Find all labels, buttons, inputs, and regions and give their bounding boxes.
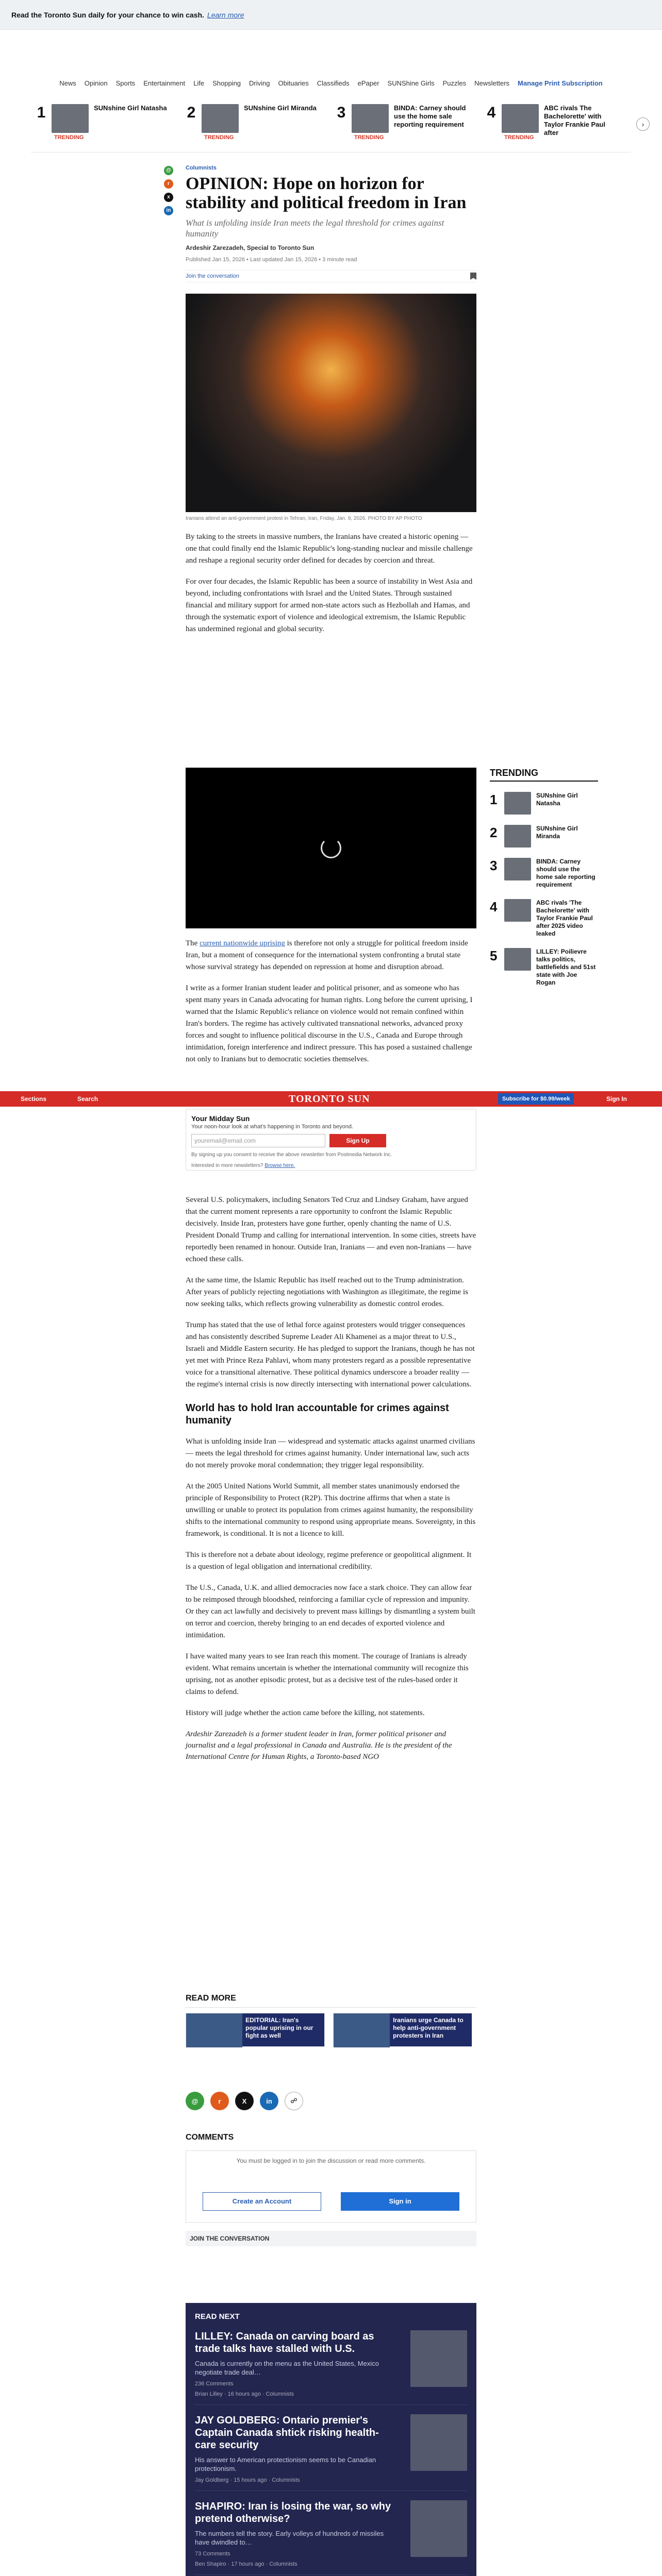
browse-newsletters-link[interactable]: Browse here.: [264, 1163, 295, 1168]
linkedin-icon[interactable]: in: [164, 206, 173, 215]
read-more-section: [186, 1994, 476, 2047]
trending-thumbnail: [504, 948, 531, 971]
paragraph: For over four decades, the Islamic Republic has been a source of instability in West Asia and beyond, including confrontations with Israel and the United States. Through sustained financial and military support for armed non-state actors such as Hezbollah and Hamas, and through the systematic export of violence and ideological extremism, the Islamic Republic has undermined regional and global security.: [186, 578, 473, 633]
sidebar-trending-item[interactable]: [490, 792, 598, 815]
uprising-link[interactable]: current nationwide uprising: [200, 939, 285, 947]
trending-item[interactable]: [331, 100, 481, 152]
read-next-item[interactable]: LILLEY: Canada on carving board as trade talks have stalled with U.S. Canada is currently on the menu as the United States, Mexico negotiate trade deal… 236 Comments Brian Lilley · 16 hours ago · Columnists: [195, 2330, 467, 2405]
join-conversation-link[interactable]: Join the conversation: [186, 273, 239, 279]
paragraph: The U.S., Canada, U.K. and allied democracies now face a stark choice. They can allow fear to be reimposed through bloodshed, reinforcing a familiar cycle of repression and impunity. Or they can act lawfully and decisively to prevent mass killings by dismantling a system built on terror and coercion, thereby bringing to an end decades of exported violence and intimidation.: [186, 1584, 475, 1639]
card-thumbnail: [334, 2013, 390, 2047]
nav-item-sports[interactable]: Sports: [115, 79, 136, 87]
trending-badge: TRENDING: [54, 134, 84, 141]
share-bar: [186, 2092, 476, 2110]
card-title: Iranians urge Canada to help anti-government protesters in Iran: [390, 2013, 472, 2046]
email-icon[interactable]: @: [164, 166, 173, 175]
join-conversation-bar[interactable]: JOIN THE CONVERSATION: [186, 2231, 476, 2246]
trending-title: ABC rivals The Bachelorette' with Taylor Frankie Paul after: [544, 104, 605, 137]
read-next-time: 17 hours ago: [231, 2561, 264, 2567]
trending-badge: TRENDING: [354, 134, 384, 141]
paragraph: At the 2005 United Nations World Summit, all member states unanimously endorsed the principle of Responsibility to Protect (R2P). This doctrine affirms that when a state is unwilling or unable to protect its population from crimes against humanity, the responsibility shifts to the international community to respond using appropriate means. Sovereignty, in this framework, is conditional. It is not a licence to kill.: [186, 1482, 476, 1538]
sidebar-trending-item[interactable]: [490, 948, 598, 987]
read-next-thumbnail: [410, 2414, 467, 2471]
read-next-heading: READ NEXT: [195, 2312, 240, 2321]
trending-number: 2: [490, 825, 498, 840]
paragraph: What is unfolding inside Iran — widespread and systematic attacks against unarmed civilians — meets the legal threshold for crimes against humanity. Under international law, such acts do not merely provoke moral condemnation; they trigger legal responsibility.: [186, 1437, 475, 1469]
nav-item-newsletters[interactable]: Newsletters: [474, 79, 510, 87]
newsletter-title: Your Midday Sun: [191, 1114, 250, 1123]
read-next-summary: His answer to American protectionism seems to be Canadian protectionism.: [195, 2456, 376, 2472]
nav-item-shopping[interactable]: Shopping: [212, 79, 241, 87]
read-next-time: 16 hours ago: [227, 2391, 261, 2397]
article-body: [186, 1194, 476, 1719]
paragraph: Trump has stated that the use of lethal force against protesters would trigger consequences and has consistently described Supreme Leader Ali Khamenei as a major threat to U.S., Israeli and Middle Eastern security. He has pledged to support the Iranians, though he has not yet met with Prince Reza Pahlavi, whom many protesters regard as a possible representative voice for a transitional alternative. These political dynamics underscore a broader reality — the regime's internal crisis is now directly intersecting with international power calculations.: [186, 1321, 475, 1388]
trending-number: 3: [490, 858, 498, 873]
article-continued: [186, 768, 476, 1065]
nav-item-opinion[interactable]: Opinion: [84, 79, 108, 87]
article-subheading: World has to hold Iran accountable for crimes against humanity: [186, 1402, 449, 1426]
sidebar-trending-item[interactable]: [490, 899, 598, 938]
nav-item-life[interactable]: Life: [193, 79, 205, 87]
trending-thumbnail: [504, 825, 531, 848]
photo-caption: Iranians attend an anti-government protest in Tehran, Iran, Friday, Jan. 9, 2026. PHOTO BY AP PHOTO: [186, 516, 422, 521]
trending-item[interactable]: [31, 100, 181, 152]
newsletter-signup: [186, 1109, 476, 1171]
main-nav: [0, 77, 662, 89]
paragraph: By taking to the streets in massive numbers, the Iranians have created a historic opening — one that could finally end the Islamic Republic's long-standing nuclear and missile challenge and reshape a regional security order defined for decades by coercion and threat.: [186, 533, 473, 565]
comments-heading: COMMENTS: [186, 2133, 234, 2142]
trending-title: ABC rivals 'The Bachelorette' with Taylor Frankie Paul after 2025 video leaked: [536, 899, 593, 937]
trending-thumbnail: [504, 899, 531, 922]
article-continued: [186, 1185, 476, 1762]
trending-badge: TRENDING: [204, 134, 234, 141]
paragraph: I write as a former Iranian student leader and political prisoner, and as someone who has spent many years in Canada advocating for human rights. Long before the current uprising, I warned that the Islamic Republic's reliance on violence would not remain confined within Iran's borders. The regime has actively cultivated transnational networks, advanced proxy forces and sought to influence political discourse in the U.S., Canada and Europe through intimidation, foreign interference and indirect pressure. This has posed a sustained challenge not only to Iranians but to democratic societies themselves.: [186, 984, 473, 1063]
read-next-thumbnail: [410, 2330, 467, 2387]
nav-item-puzzles[interactable]: Puzzles: [442, 79, 467, 87]
article-dates: Published Jan 15, 2026 • Last updated Jan 15, 2026 • 3 minute read: [186, 257, 357, 263]
trending-number: 1: [37, 104, 46, 121]
article-side-share: [164, 166, 174, 219]
newsletter-subtitle: Your noon-hour look at what's happening in Toronto and beyond.: [191, 1124, 354, 1130]
trending-number: 5: [490, 948, 498, 963]
share-linkedin-icon[interactable]: in: [260, 2092, 278, 2110]
read-next-comments[interactable]: 73 Comments: [195, 2551, 230, 2557]
article-body: [186, 531, 476, 635]
site-logo[interactable]: TORONTO SUN: [289, 1093, 370, 1105]
article-headline: OPINION: Hope on horizon for stability and political freedom in Iran: [186, 174, 467, 212]
article-author[interactable]: Ardeshir Zarezadeh, Special to Toronto Sun: [186, 244, 315, 251]
nav-item-manage-print[interactable]: Manage Print Subscription: [518, 79, 603, 87]
sidebar-trending: [490, 768, 598, 987]
article-dek: What is unfolding inside Iran meets the legal threshold for crimes against humanity: [186, 218, 444, 239]
nav-item-news[interactable]: News: [59, 79, 76, 87]
chevron-right-icon[interactable]: ›: [636, 117, 650, 131]
read-next-item[interactable]: SHAPIRO: Iran is losing the war, so why pretend otherwise? The numbers tell the story. Early volleys of hundreds of missiles have dwindled to… 73 Comments Ben Shapiro · 17 hours ago · Columnists: [195, 2500, 467, 2575]
paragraph: This is therefore not a debate about ideology, regime preference or geopolitical alignment. It is a question of legal obligation and international credibility.: [186, 1551, 472, 1571]
paragraph: I have waited many years to see Iran reach this moment. The courage of Iranians is already evident. What remains uncertain is whether the international community will recognize this uprising, not as another episodic protest, but as a decisive test of the rules-based order it claims to defend.: [186, 1652, 469, 1696]
trending-title: SUNshine Girl Miranda: [536, 825, 578, 840]
sidebar-trending-heading: TRENDING: [490, 768, 598, 782]
create-account-button[interactable]: Create an Account: [203, 2192, 321, 2211]
video-player[interactable]: [186, 768, 476, 928]
sidebar-trending-item[interactable]: [490, 858, 598, 889]
trending-item[interactable]: [481, 100, 644, 152]
read-next-title: LILLEY: Canada on carving board as trade talks have stalled with U.S.: [195, 2331, 374, 2354]
sign-in-link[interactable]: Sign In: [606, 1095, 627, 1103]
nav-item-epaper[interactable]: ePaper: [357, 79, 379, 87]
nav-item-sunshine[interactable]: SUNShine Girls: [387, 79, 435, 87]
trending-number: 4: [487, 104, 496, 121]
nav-item-classifieds[interactable]: Classifieds: [317, 79, 350, 87]
article: [186, 165, 476, 635]
trending-title: SUNshine Girl Miranda: [244, 104, 317, 112]
read-next-section: [186, 2303, 476, 2576]
read-next-summary: The numbers tell the story. Early volleys of hundreds of missiles have dwindled to…: [195, 2530, 384, 2546]
trending-thumbnail: [202, 104, 239, 133]
read-more-card[interactable]: [186, 2013, 325, 2047]
trending-thumbnail: [504, 858, 531, 880]
read-next-author[interactable]: Jay Goldberg: [195, 2477, 229, 2483]
share-x-icon[interactable]: X: [235, 2092, 254, 2110]
join-conversation-row: [186, 270, 476, 282]
nav-item-obituaries[interactable]: Obituaries: [278, 79, 309, 87]
search-button[interactable]: Search: [77, 1095, 98, 1103]
card-thumbnail: [186, 2013, 242, 2047]
newsletter-consent: By signing up you consent to receive the above newsletter from Postmedia Network Inc.: [191, 1152, 392, 1158]
reddit-icon[interactable]: r: [164, 179, 173, 189]
read-next-item[interactable]: JAY GOLDBERG: Ontario premier's Captain Canada shtick risking health-care security His answer to American protectionism seems to be Canadian protectionism. Jay Goldberg · 15 hours ago · Columnists: [195, 2414, 467, 2491]
paragraph: At the same time, the Islamic Republic has itself reached out to the Trump administration. After years of publicly rejecting negotiations with Washington as illegitimate, the regime is now seeking talks, which reflects growing vulnerability as domestic control erodes.: [186, 1276, 468, 1308]
nav-item-driving[interactable]: Driving: [249, 79, 270, 87]
paragraph: Several U.S. policymakers, including Senators Ted Cruz and Lindsey Graham, have argued that the current moment represents a rare opportunity to confront the Islamic Republic decisively. Inside Iran, protesters have gone further, openly chanting the name of U.S. President Donald Trump and calling for international intervention. In some cities, streets have reportedly been renamed in honour. Outside Iran, Iranians — and even non-Iranians — have echoed these calls.: [186, 1196, 476, 1263]
trending-item[interactable]: [181, 100, 331, 152]
trending-strip: [31, 100, 644, 152]
bookmark-icon[interactable]: [470, 273, 476, 280]
share-copy-icon[interactable]: ☍: [285, 2092, 303, 2110]
read-more-card[interactable]: [333, 2013, 472, 2047]
learn-more-link[interactable]: Learn more: [207, 10, 244, 19]
comments-section: [186, 2133, 476, 2246]
comments-login-message: You must be logged in to join the discussion or read more comments.: [236, 2157, 426, 2164]
trending-thumbnail: [352, 104, 389, 133]
subscribe-button[interactable]: Subscribe for $0.99/week: [498, 1093, 574, 1105]
trending-number: 3: [337, 104, 346, 121]
read-next-summary: Canada is currently on the menu as the United States, Mexico negotiate trade deal…: [195, 2360, 379, 2376]
trending-number: 2: [187, 104, 196, 121]
share-email-icon[interactable]: @: [186, 2092, 204, 2110]
trending-title: SUNshine Girl Natasha: [94, 104, 167, 112]
read-next-title: JAY GOLDBERG: Ontario premier's Captain Canada shtick risking health-care security: [195, 2415, 379, 2451]
promo-topbar: [0, 0, 662, 30]
email-input[interactable]: youremail@email.com: [191, 1134, 325, 1147]
read-next-category[interactable]: Columnists: [269, 2561, 297, 2567]
read-next-category[interactable]: Columnists: [272, 2477, 300, 2483]
trending-title: LILLEY: Poilievre talks politics, battlefields and 51st state with Joe Rogan: [536, 948, 596, 986]
paragraph: History will judge whether the action came before the killing, not statements.: [186, 1709, 425, 1717]
article-body: [186, 938, 476, 1065]
nav-item-entertainment[interactable]: Entertainment: [143, 79, 186, 87]
trending-number: 1: [490, 792, 498, 807]
promo-text: Read the Toronto Sun daily for your chance to win cash.: [11, 10, 204, 19]
trending-thumbnail: [502, 104, 539, 133]
author-bio: Ardeshir Zarezadeh is a former student leader in Iran, former political prisoner and journalist and a legal professional in Canada and Australia. He is the president of the International Centre for Human Rights, a Toronto-based NGO: [186, 1730, 452, 1761]
read-next-author[interactable]: Ben Shapiro: [195, 2561, 226, 2567]
section-label[interactable]: Columnists: [186, 165, 217, 171]
sticky-header: [0, 1091, 662, 1107]
trending-title: SUNshine Girl Natasha: [536, 792, 578, 807]
read-next-time: 15 hours ago: [234, 2477, 267, 2483]
comments-login-box: [186, 2150, 476, 2223]
sign-in-button[interactable]: Sign in: [341, 2192, 459, 2211]
read-more-heading: READ MORE: [186, 1994, 476, 2008]
newsletter-more: Interested in more newsletters? Browse here.: [191, 1163, 295, 1168]
trending-number: 4: [490, 899, 498, 914]
loading-spinner-icon: [321, 838, 341, 858]
read-next-comments[interactable]: 236 Comments: [195, 2381, 234, 2387]
lead-photo: [186, 294, 476, 512]
trending-title: BINDA: Carney should use the home sale reporting requirement: [536, 858, 595, 888]
trending-badge: TRENDING: [504, 134, 534, 141]
sections-menu[interactable]: Sections: [21, 1095, 47, 1103]
trending-thumbnail: [504, 792, 531, 815]
read-next-title: SHAPIRO: Iran is losing the war, so why pretend otherwise?: [195, 2501, 391, 2524]
sidebar-trending-item[interactable]: [490, 825, 598, 848]
trending-thumbnail: [52, 104, 89, 133]
card-title: EDITORIAL: Iran's popular uprising in our fight as well: [242, 2013, 324, 2046]
signup-button[interactable]: Sign Up: [329, 1134, 386, 1147]
read-next-author[interactable]: Brian Lilley: [195, 2391, 223, 2397]
read-next-category[interactable]: Columnists: [266, 2391, 294, 2397]
paragraph: The current nationwide uprising is therefore not only a struggle for political freedom inside Iran, but a moment of consequence for the international system confronting a brutal state whose survival strategy has depended on repression at home and disruption abroad.: [186, 939, 468, 971]
trending-title: BINDA: Carney should use the home sale reporting requirement: [394, 104, 466, 128]
x-icon[interactable]: x: [164, 193, 173, 202]
read-next-thumbnail: [410, 2500, 467, 2557]
share-reddit-icon[interactable]: r: [210, 2092, 229, 2110]
